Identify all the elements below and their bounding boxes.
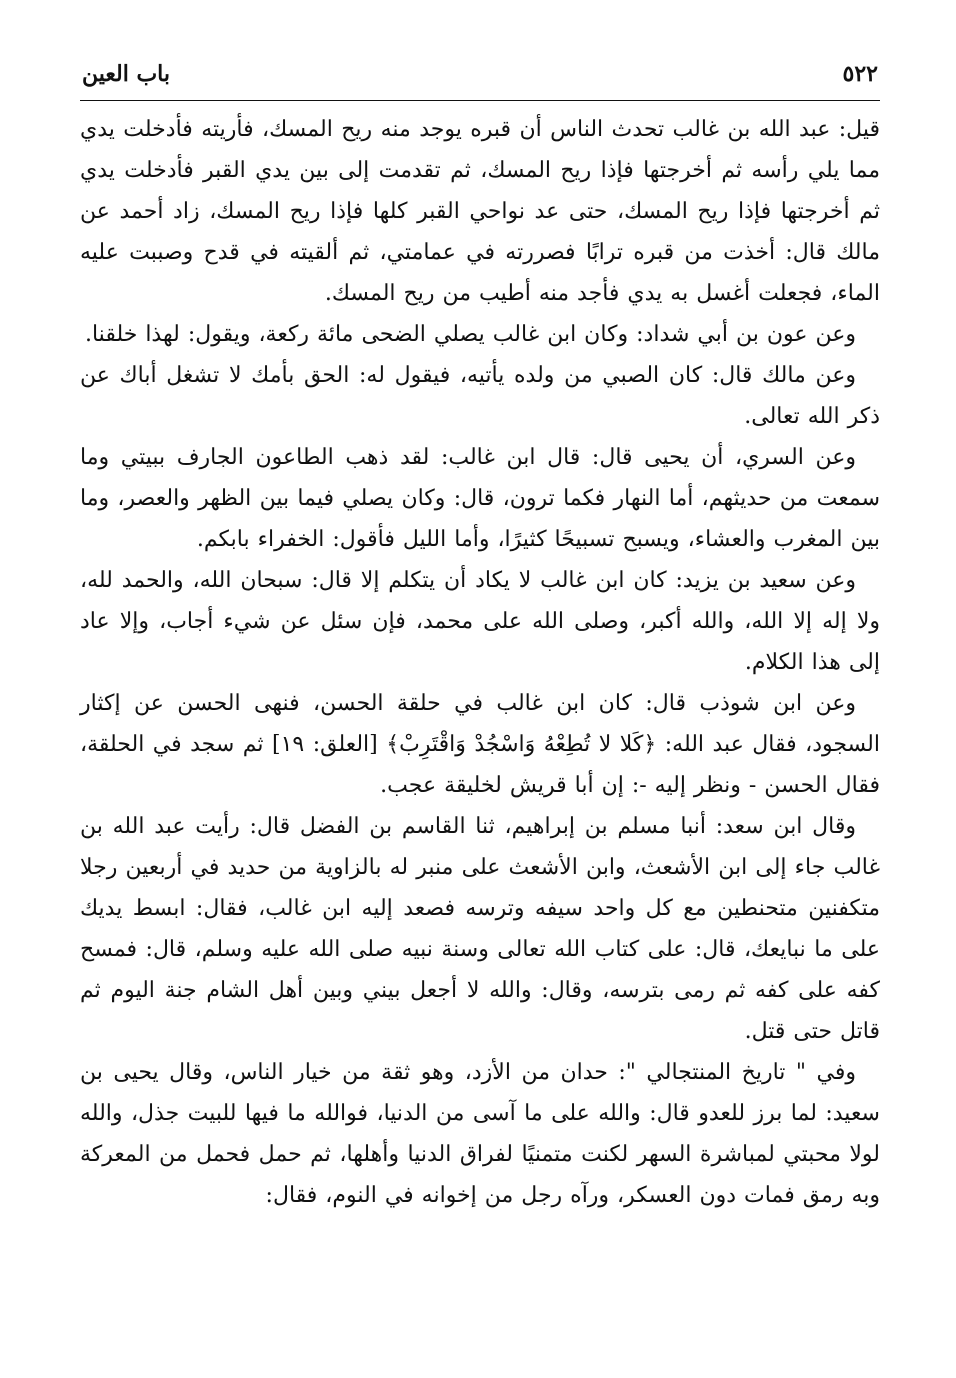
paragraph-8: وفي " تاريخ المنتجالي ": حدان من الأزد، وهو ثقة من خيار الناس، وقال يحيى بن سعيد: لما برز للعدو قال: والله على ما آسى من الدنيا، فوالله ما فيها للبيت جذل، والله لولا محبتي لمباشرة السهر لكنت متمنيًا لفراق الدنيا وأهلها، ثم حمل فحمل من المعركة وبه رمق فمات دون العسكر، ورآه رجل من إخوانه في النوم، فقال: (80, 1060, 880, 1208)
body-text (80, 109, 880, 1216)
page-number: ٥٢٢ (842, 61, 878, 87)
paragraph-1: قيل: عبد الله بن غالب تحدث الناس أن قبره يوجد منه ريح المسك، فأريته فأدخلت يدي مما يلي رأسه ثم أخرجتها فإذا ريح المسك، ثم تقدمت إلى بين يدي القبر فأدخلت يدي ثم أخرجتها فإذا ريح المسك، حتى عد نواحي القبر كلها فإذا ريح المسك، زاد أحمد عن مالك قال: أخذت من قبره ترابًا فصررته في عمامتي، ثم ألقيته في قدح وصببت عليه الماء، فجعلت أغسل به يدي فأجد منه أطيب من ريح المسك. (80, 117, 880, 306)
running-header (80, 48, 880, 101)
paragraph-5: وعن سعيد بن يزيد: كان ابن غالب لا يكاد أن يتكلم إلا قال: سبحان الله، والحمد لله، ولا إله إلا الله، والله أكبر، وصلى الله على محمد، فإن سئل عن شيء أجاب، وإلا عاد إلى هذا الكلام. (80, 568, 880, 675)
paragraph-4: وعن السري، أن يحيى قال: قال ابن غالب: لقد ذهب الطاعون الجارف ببيتي وما سمعت من حديثهم، أما النهار فكما ترون، قال: وكان يصلي فيما بين الظهر والعصر، وما بين المغرب والعشاء، ويسبح تسبيحًا كثيرًا، وأما الليل فأقول: الخفراء بابكم. (80, 445, 880, 552)
paragraph-7: وقال ابن سعد: أنبا مسلم بن إبراهيم، ثنا القاسم بن الفضل قال: رأيت عبد الله بن غالب جاء إلى ابن الأشعث، وابن الأشعث على منبر له بالزاوية من حديد في أربعين رجلا متكفنين متحنطين مع كل واحد سيفه وترسه فصعد إليه ابن غالب، فقال: ابسط يديك على ما نبايعك، قال: على كتاب الله تعالى وسنة نبيه صلى الله عليه وسلم، قال: فمسح كفه على كفه ثم رمى بترسه، وقال: والله لا أجعل بيني وبين أهل الشام جنة اليوم ثم قاتل حتى قتل. (80, 814, 880, 1044)
chapter-title: باب العين (82, 61, 171, 87)
paragraph-3: وعن مالك قال: كان الصبي من ولده يأتيه، فيقول له: الحق بأمك لا تشغل أباك عن ذكر الله تعالى. (80, 363, 880, 429)
paragraph-2: وعن عون بن أبي شداد: وكان ابن غالب يصلي الضحى مائة ركعة، ويقول: لهذا خلقنا. (84, 322, 856, 347)
book-page (80, 48, 880, 1216)
paragraph-6: وعن ابن شوذب قال: كان ابن غالب في حلقة الحسن، فنهى الحسن عن إكثار السجود، فقال عبد الله: ﴿كَلا لا تُطِعْهُ وَاسْجُدْ وَاقْتَرِبْ﴾ [العلق: ١٩] ثم سجد في الحلقة، فقال الحسن - ونظر إليه -: إن أبا قريش لخليقة عجب. (80, 691, 880, 798)
